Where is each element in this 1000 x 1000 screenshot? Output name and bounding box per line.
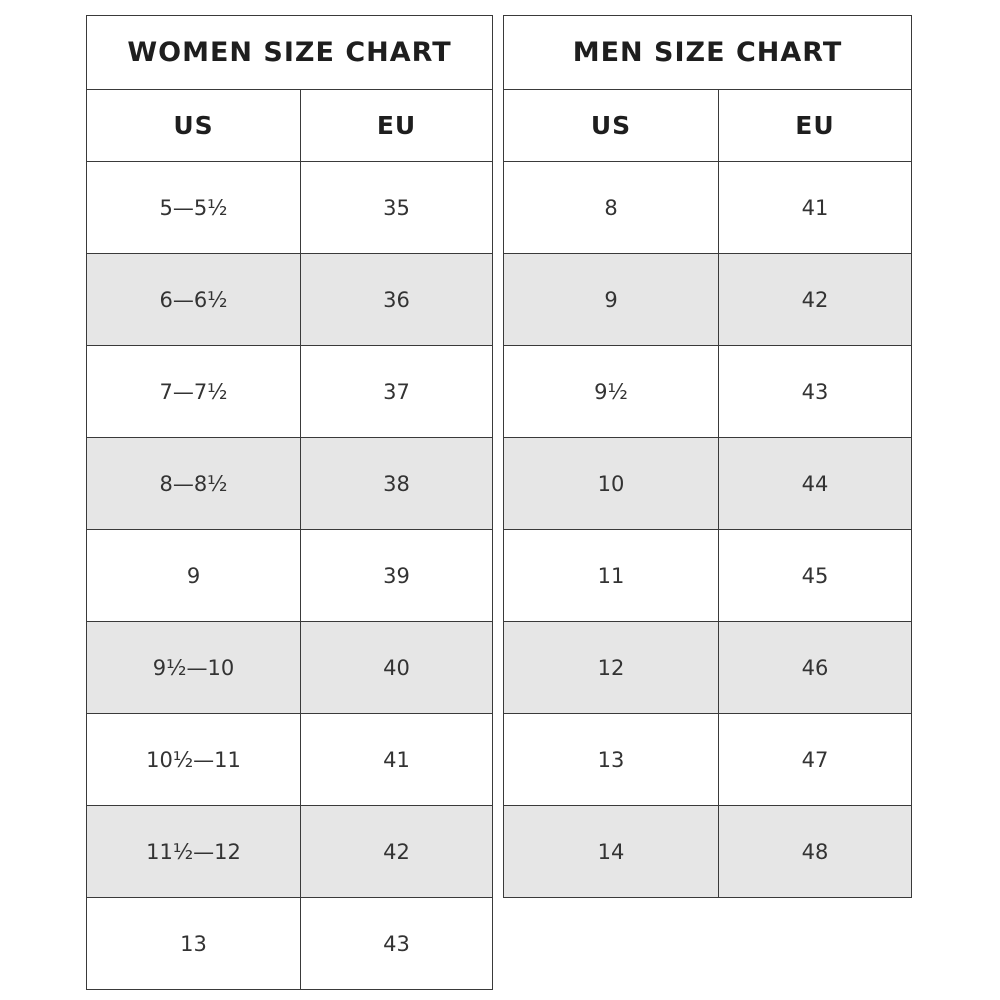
women-size-chart-body [87,16,493,990]
men-us-size: 9 [504,254,719,346]
women-eu-size: 36 [301,254,493,346]
women-us-size: 11½—12 [87,806,301,898]
men-eu-size: 43 [719,346,912,438]
table-row [87,806,493,898]
table-row [87,714,493,806]
men-us-size: 12 [504,622,719,714]
table-row [504,714,912,806]
women-header-row [87,90,493,162]
women-us-size: 5—5½ [87,162,301,254]
men-size-chart-body [504,16,912,898]
table-row [87,162,493,254]
table-row [504,622,912,714]
table-row [87,438,493,530]
women-us-size: 10½—11 [87,714,301,806]
women-eu-size: 41 [301,714,493,806]
table-row [87,898,493,990]
women-eu-size: 35 [301,162,493,254]
women-us-size: 7—7½ [87,346,301,438]
table-row [504,346,912,438]
women-us-header: US [87,90,301,162]
women-us-size: 9 [87,530,301,622]
men-header-row [504,90,912,162]
table-row [504,438,912,530]
women-us-size: 13 [87,898,301,990]
men-eu-size: 44 [719,438,912,530]
women-eu-size: 43 [301,898,493,990]
men-us-size: 14 [504,806,719,898]
women-eu-size: 38 [301,438,493,530]
men-us-size: 8 [504,162,719,254]
men-eu-size: 48 [719,806,912,898]
table-row [87,622,493,714]
women-eu-size: 39 [301,530,493,622]
men-us-size: 11 [504,530,719,622]
women-us-size: 6—6½ [87,254,301,346]
table-row [87,254,493,346]
table-row [504,530,912,622]
women-eu-size: 42 [301,806,493,898]
women-chart-title: WOMEN SIZE CHART [87,16,493,90]
men-eu-size: 41 [719,162,912,254]
men-us-size: 9½ [504,346,719,438]
women-eu-size: 40 [301,622,493,714]
men-eu-size: 42 [719,254,912,346]
men-eu-size: 45 [719,530,912,622]
men-eu-size: 47 [719,714,912,806]
men-us-size: 13 [504,714,719,806]
women-size-chart [86,15,493,990]
men-eu-size: 46 [719,622,912,714]
women-title-row [87,16,493,90]
table-row [504,162,912,254]
women-eu-size: 37 [301,346,493,438]
women-us-size: 9½—10 [87,622,301,714]
men-chart-title: MEN SIZE CHART [504,16,912,90]
men-us-header: US [504,90,719,162]
table-row [87,346,493,438]
men-size-chart [503,15,912,898]
men-title-row [504,16,912,90]
women-eu-header: EU [301,90,493,162]
table-row [87,530,493,622]
table-row [504,806,912,898]
table-row [504,254,912,346]
men-us-size: 10 [504,438,719,530]
women-us-size: 8—8½ [87,438,301,530]
men-eu-header: EU [719,90,912,162]
